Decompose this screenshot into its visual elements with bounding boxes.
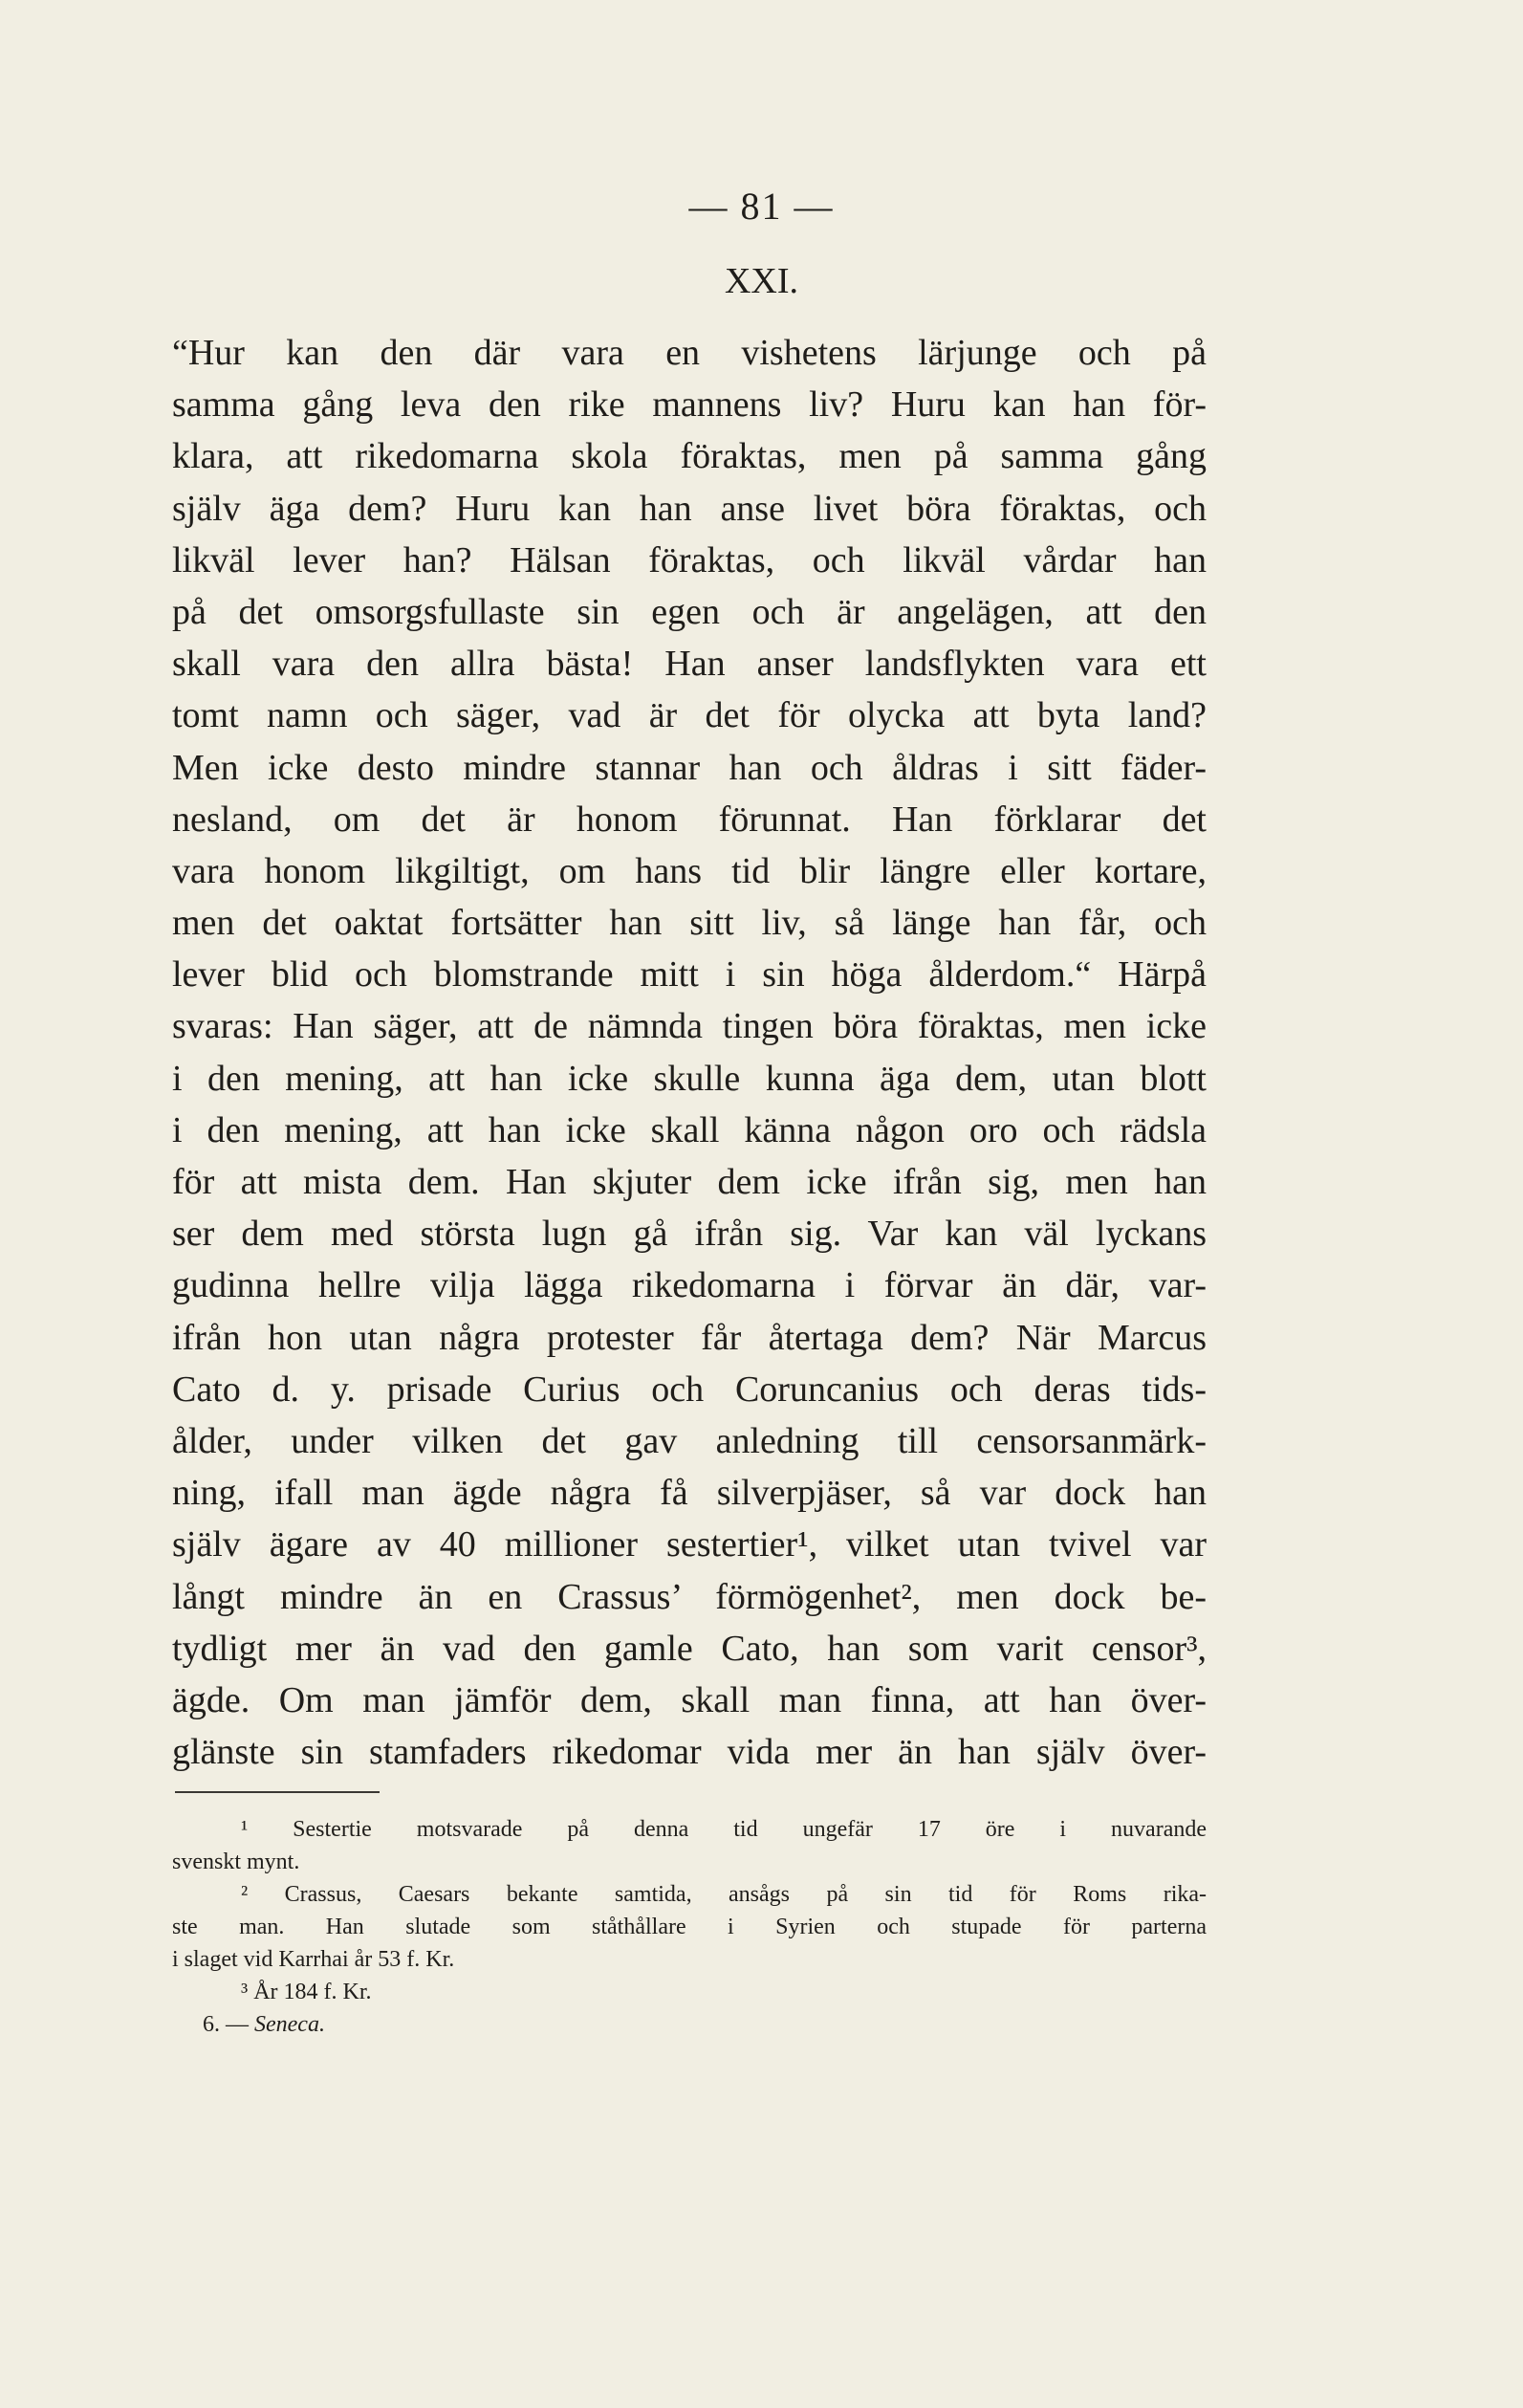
footnote-1: ¹ Sestertie motsvarade på denna tid ungefär 17 öre i nuvarande [241, 1817, 1207, 1842]
text-line: själv äga dem? Huru kan han anse livet böra föraktas, och [172, 488, 1207, 529]
text-line: Cato d. y. prisade Curius och Coruncanius och deras tids- [172, 1368, 1207, 1410]
text-line: själv ägare av 40 millioner sestertier¹, vilket utan tvivel var [172, 1524, 1207, 1565]
text-line: tomt namn och säger, vad är det för olycka att byta land? [172, 695, 1207, 736]
text-line: svaras: Han säger, att de nämnda tingen böra föraktas, men icke [172, 1006, 1207, 1047]
text-line: men det oaktat fortsätter han sitt liv, så länge han får, och [172, 903, 1207, 944]
text-line: gudinna hellre vilja lägga rikedomarna i förvar än där, var- [172, 1265, 1207, 1306]
footnote-2: ² Crassus, Caesars bekante samtida, ansågs på sin tid för Roms rika- [241, 1882, 1207, 1907]
footnote-divider [175, 1791, 380, 1793]
text-line: skall vara den allra bästa! Han anser landsflykten vara ett [172, 644, 1207, 685]
text-line: Men icke desto mindre stannar han och åldras i sitt fäder- [172, 747, 1207, 788]
text-line: ifrån hon utan några protester får återtaga dem? När Marcus [172, 1317, 1207, 1358]
text-line: nesland, om det är honom förunnat. Han förklarar det [172, 799, 1207, 840]
footnote-2-continuation: i slaget vid Karrhai år 53 f. Kr. [172, 1947, 455, 1972]
text-line: lever blid och blomstrande mitt i sin höga ålderdom.“ Härpå [172, 954, 1207, 996]
footnotes [172, 1813, 1207, 2041]
text-line: ägde. Om man jämför dem, skall man finna, att han över- [172, 1679, 1207, 1720]
text-line: ning, ifall man ägde några få silverpjäser, så var dock han [172, 1473, 1207, 1514]
chapter-heading: XXI. [724, 261, 799, 301]
text-line: långt mindre än en Crassus’ förmögenhet², men dock be- [172, 1576, 1207, 1617]
text-line: likväl lever han? Hälsan föraktas, och likväl vårdar han [172, 539, 1207, 580]
signature-book-title: Seneca. [254, 2012, 325, 2037]
text-line: klara, att rikedomarna skola föraktas, men på samma gång [172, 436, 1207, 477]
text-line: glänste sin stamfaders rikedomar vida mer än han själv över- [172, 1732, 1207, 1773]
footnote-1-continuation: svenskt mynt. [172, 1850, 300, 1874]
text-line: ser dem med största lugn gå ifrån sig. Var kan väl lyckans [172, 1214, 1207, 1255]
text-line: i den mening, att han icke skulle kunna äga dem, utan blott [172, 1058, 1207, 1099]
text-line: tydligt mer än vad den gamle Cato, han som varit censor³, [172, 1628, 1207, 1669]
footnote-3: ³ År 184 f. Kr. [241, 1980, 372, 2004]
text-line: samma gång leva den rike mannens liv? Huru kan han för- [172, 384, 1207, 426]
text-line: på det omsorgsfullaste sin egen och är angelägen, att den [172, 591, 1207, 632]
signature-sheet-number: 6. — [203, 2012, 249, 2037]
text-line: “Hur kan den där vara en vishetens lärjunge och på [172, 333, 1207, 373]
printer-signature [172, 2008, 1207, 2041]
footnote-2-continuation: ste man. Han slutade som ståthållare i Syrien och stupade för parterna [172, 1915, 1207, 1939]
body-text [172, 327, 1207, 1778]
page-number: — 81 — [688, 185, 835, 228]
text-line: för att mista dem. Han skjuter dem icke ifrån sig, men han [172, 1162, 1207, 1202]
text-line: ålder, under vilken det gav anledning till censorsanmärk- [172, 1420, 1207, 1461]
text-line: i den mening, att han icke skall känna någon oro och rädsla [172, 1109, 1207, 1150]
text-line: vara honom likgiltigt, om hans tid blir längre eller kortare, [172, 850, 1207, 891]
